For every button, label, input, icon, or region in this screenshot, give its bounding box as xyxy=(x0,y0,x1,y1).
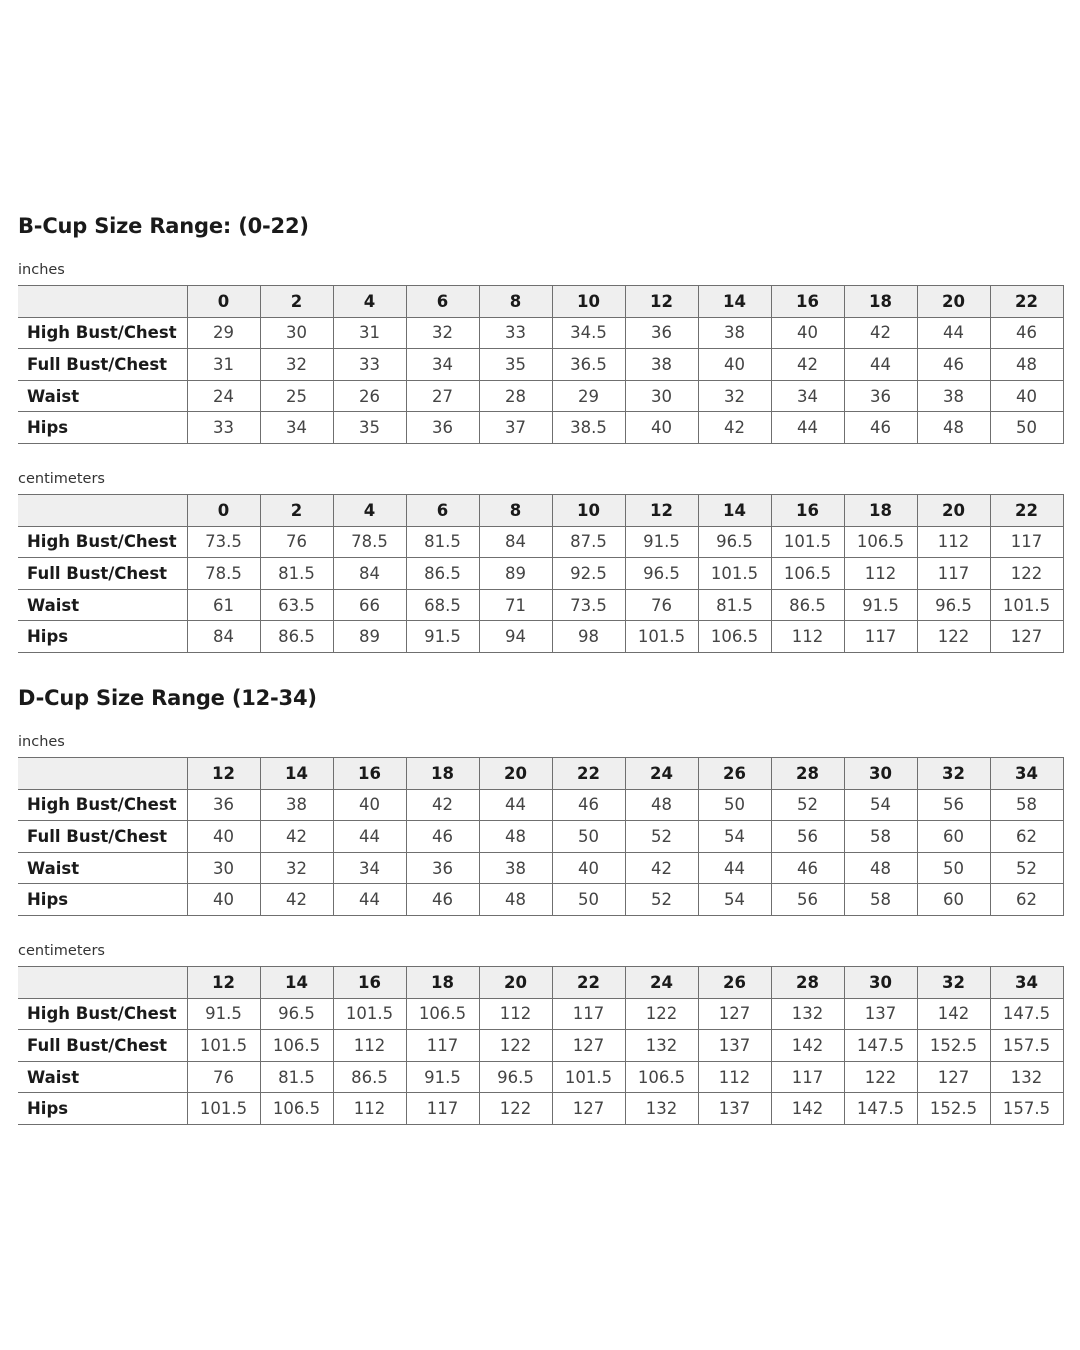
bcup-centimeters-table xyxy=(18,494,1064,653)
measurement-value: 29 xyxy=(187,317,260,349)
measurement-label: Waist xyxy=(18,589,187,621)
table-row xyxy=(18,621,1063,653)
measurement-value: 117 xyxy=(917,558,990,590)
measurement-value: 48 xyxy=(479,821,552,853)
table-row xyxy=(18,412,1063,444)
measurement-value: 24 xyxy=(187,380,260,412)
measurement-value: 30 xyxy=(260,317,333,349)
size-header-cell: 34 xyxy=(990,758,1063,790)
size-header-cell: 20 xyxy=(479,758,552,790)
table-row xyxy=(18,317,1063,349)
measurement-value: 40 xyxy=(552,852,625,884)
measurement-label: Hips xyxy=(18,1093,187,1125)
measurement-value: 71 xyxy=(479,589,552,621)
measurement-value: 94 xyxy=(479,621,552,653)
measurement-value: 40 xyxy=(333,789,406,821)
measurement-value: 35 xyxy=(333,412,406,444)
measurement-value: 112 xyxy=(333,1093,406,1125)
measurement-value: 34 xyxy=(333,852,406,884)
measurement-value: 106.5 xyxy=(260,1030,333,1062)
measurement-value: 34 xyxy=(406,349,479,381)
measurement-value: 46 xyxy=(771,852,844,884)
size-header-cell: 14 xyxy=(698,495,771,527)
measurement-value: 30 xyxy=(625,380,698,412)
measurement-label: Full Bust/Chest xyxy=(18,349,187,381)
measurement-value: 73.5 xyxy=(187,526,260,558)
measurement-label: Waist xyxy=(18,852,187,884)
size-header-row xyxy=(18,758,1063,790)
measurement-value: 60 xyxy=(917,821,990,853)
measurement-value: 33 xyxy=(187,412,260,444)
measurement-value: 101.5 xyxy=(625,621,698,653)
measurement-label: Hips xyxy=(18,621,187,653)
measurement-value: 42 xyxy=(260,821,333,853)
size-header-cell: 2 xyxy=(260,495,333,527)
size-header-cell: 32 xyxy=(917,758,990,790)
size-header-cell: 16 xyxy=(771,286,844,318)
measurement-value: 117 xyxy=(552,998,625,1030)
measurement-value: 25 xyxy=(260,380,333,412)
measurement-value: 62 xyxy=(990,884,1063,916)
measurement-value: 76 xyxy=(625,589,698,621)
measurement-value: 86.5 xyxy=(406,558,479,590)
size-header-cell: 24 xyxy=(625,758,698,790)
measurement-value: 106.5 xyxy=(698,621,771,653)
table-row xyxy=(18,852,1063,884)
table-row xyxy=(18,380,1063,412)
table-row xyxy=(18,526,1063,558)
size-header-cell: 26 xyxy=(698,758,771,790)
measurement-value: 42 xyxy=(406,789,479,821)
size-header-cell: 0 xyxy=(187,495,260,527)
measurement-value: 81.5 xyxy=(260,1061,333,1093)
size-header-cell: 8 xyxy=(479,495,552,527)
size-header-cell: 22 xyxy=(552,967,625,999)
size-header-cell: 34 xyxy=(990,967,1063,999)
size-header-cell: 14 xyxy=(698,286,771,318)
measurement-value: 96.5 xyxy=(698,526,771,558)
measurement-value: 66 xyxy=(333,589,406,621)
size-header-cell: 20 xyxy=(479,967,552,999)
measurement-value: 101.5 xyxy=(552,1061,625,1093)
measurement-value: 32 xyxy=(260,852,333,884)
measurement-value: 157.5 xyxy=(990,1093,1063,1125)
measurement-value: 50 xyxy=(698,789,771,821)
size-header-cell: 20 xyxy=(917,286,990,318)
measurement-label: Hips xyxy=(18,884,187,916)
measurement-value: 117 xyxy=(844,621,917,653)
measurement-value: 36 xyxy=(187,789,260,821)
measurement-value: 34 xyxy=(260,412,333,444)
measurement-value: 46 xyxy=(406,821,479,853)
table-row xyxy=(18,821,1063,853)
measurement-value: 91.5 xyxy=(625,526,698,558)
measurement-value: 48 xyxy=(479,884,552,916)
measurement-value: 35 xyxy=(479,349,552,381)
table-row xyxy=(18,884,1063,916)
header-corner-cell xyxy=(18,495,187,527)
table-row xyxy=(18,589,1063,621)
size-header-row xyxy=(18,495,1063,527)
dcup-inches-unit-label: inches xyxy=(18,734,65,750)
size-header-cell: 10 xyxy=(552,286,625,318)
measurement-value: 38.5 xyxy=(552,412,625,444)
measurement-value: 44 xyxy=(333,821,406,853)
bcup-section-title: B-Cup Size Range: (0-22) xyxy=(18,214,309,238)
measurement-value: 36.5 xyxy=(552,349,625,381)
measurement-label: Waist xyxy=(18,380,187,412)
measurement-value: 31 xyxy=(187,349,260,381)
size-header-cell: 14 xyxy=(260,758,333,790)
table-row xyxy=(18,789,1063,821)
measurement-value: 81.5 xyxy=(698,589,771,621)
measurement-value: 91.5 xyxy=(844,589,917,621)
size-header-row xyxy=(18,286,1063,318)
measurement-value: 91.5 xyxy=(406,1061,479,1093)
measurement-value: 40 xyxy=(990,380,1063,412)
size-header-cell: 18 xyxy=(844,286,917,318)
measurement-value: 98 xyxy=(552,621,625,653)
measurement-value: 84 xyxy=(333,558,406,590)
size-header-cell: 22 xyxy=(552,758,625,790)
size-header-cell: 10 xyxy=(552,495,625,527)
measurement-value: 127 xyxy=(990,621,1063,653)
measurement-value: 142 xyxy=(771,1093,844,1125)
size-header-row xyxy=(18,967,1063,999)
measurement-value: 38 xyxy=(698,317,771,349)
measurement-value: 46 xyxy=(552,789,625,821)
measurement-value: 96.5 xyxy=(917,589,990,621)
table-row xyxy=(18,1093,1063,1125)
bcup-inches-unit-label: inches xyxy=(18,262,65,278)
size-header-cell: 20 xyxy=(917,495,990,527)
measurement-value: 91.5 xyxy=(406,621,479,653)
measurement-value: 87.5 xyxy=(552,526,625,558)
measurement-value: 132 xyxy=(990,1061,1063,1093)
measurement-value: 122 xyxy=(844,1061,917,1093)
measurement-value: 89 xyxy=(333,621,406,653)
measurement-value: 32 xyxy=(698,380,771,412)
size-header-cell: 12 xyxy=(625,495,698,527)
measurement-value: 40 xyxy=(771,317,844,349)
measurement-value: 78.5 xyxy=(187,558,260,590)
measurement-value: 52 xyxy=(771,789,844,821)
size-header-cell: 2 xyxy=(260,286,333,318)
measurement-value: 92.5 xyxy=(552,558,625,590)
measurement-label: High Bust/Chest xyxy=(18,317,187,349)
measurement-value: 96.5 xyxy=(479,1061,552,1093)
measurement-value: 147.5 xyxy=(844,1030,917,1062)
measurement-value: 60 xyxy=(917,884,990,916)
measurement-value: 122 xyxy=(990,558,1063,590)
measurement-value: 112 xyxy=(771,621,844,653)
measurement-value: 32 xyxy=(406,317,479,349)
measurement-value: 40 xyxy=(625,412,698,444)
measurement-label: Waist xyxy=(18,1061,187,1093)
measurement-value: 50 xyxy=(917,852,990,884)
size-header-cell: 32 xyxy=(917,967,990,999)
measurement-value: 73.5 xyxy=(552,589,625,621)
size-header-cell: 8 xyxy=(479,286,552,318)
measurement-value: 52 xyxy=(625,884,698,916)
measurement-value: 142 xyxy=(771,1030,844,1062)
measurement-value: 127 xyxy=(552,1093,625,1125)
measurement-value: 81.5 xyxy=(260,558,333,590)
measurement-value: 68.5 xyxy=(406,589,479,621)
measurement-value: 28 xyxy=(479,380,552,412)
size-header-cell: 22 xyxy=(990,286,1063,318)
measurement-value: 84 xyxy=(187,621,260,653)
measurement-value: 46 xyxy=(917,349,990,381)
measurement-value: 63.5 xyxy=(260,589,333,621)
measurement-value: 52 xyxy=(625,821,698,853)
measurement-value: 44 xyxy=(771,412,844,444)
measurement-value: 106.5 xyxy=(771,558,844,590)
measurement-value: 117 xyxy=(990,526,1063,558)
measurement-value: 48 xyxy=(625,789,698,821)
measurement-value: 122 xyxy=(917,621,990,653)
size-header-cell: 6 xyxy=(406,495,479,527)
measurement-value: 89 xyxy=(479,558,552,590)
measurement-value: 54 xyxy=(844,789,917,821)
measurement-value: 61 xyxy=(187,589,260,621)
size-header-cell: 4 xyxy=(333,286,406,318)
measurement-value: 42 xyxy=(625,852,698,884)
measurement-value: 106.5 xyxy=(260,1093,333,1125)
measurement-value: 147.5 xyxy=(990,998,1063,1030)
measurement-value: 58 xyxy=(990,789,1063,821)
measurement-value: 46 xyxy=(406,884,479,916)
size-header-cell: 4 xyxy=(333,495,406,527)
measurement-label: Full Bust/Chest xyxy=(18,1030,187,1062)
bcup-centimeters-unit-label: centimeters xyxy=(18,471,105,487)
size-header-cell: 14 xyxy=(260,967,333,999)
measurement-value: 91.5 xyxy=(187,998,260,1030)
measurement-value: 44 xyxy=(917,317,990,349)
measurement-value: 36 xyxy=(625,317,698,349)
size-header-cell: 12 xyxy=(187,967,260,999)
table-row xyxy=(18,998,1063,1030)
measurement-value: 122 xyxy=(479,1093,552,1125)
dcup-centimeters-table xyxy=(18,966,1064,1125)
measurement-value: 112 xyxy=(333,1030,406,1062)
measurement-value: 76 xyxy=(260,526,333,558)
measurement-value: 38 xyxy=(479,852,552,884)
measurement-value: 50 xyxy=(552,821,625,853)
measurement-value: 122 xyxy=(479,1030,552,1062)
measurement-value: 36 xyxy=(406,412,479,444)
measurement-value: 101.5 xyxy=(771,526,844,558)
measurement-value: 33 xyxy=(479,317,552,349)
measurement-value: 96.5 xyxy=(260,998,333,1030)
measurement-value: 137 xyxy=(698,1093,771,1125)
measurement-value: 32 xyxy=(260,349,333,381)
size-header-cell: 30 xyxy=(844,758,917,790)
measurement-value: 132 xyxy=(625,1093,698,1125)
table-row xyxy=(18,1061,1063,1093)
measurement-value: 33 xyxy=(333,349,406,381)
measurement-value: 112 xyxy=(844,558,917,590)
measurement-value: 84 xyxy=(479,526,552,558)
measurement-value: 31 xyxy=(333,317,406,349)
table-row xyxy=(18,1030,1063,1062)
measurement-value: 147.5 xyxy=(844,1093,917,1125)
size-header-cell: 18 xyxy=(844,495,917,527)
measurement-value: 44 xyxy=(333,884,406,916)
measurement-value: 42 xyxy=(771,349,844,381)
measurement-value: 86.5 xyxy=(333,1061,406,1093)
measurement-value: 56 xyxy=(771,884,844,916)
measurement-label: High Bust/Chest xyxy=(18,526,187,558)
measurement-value: 34 xyxy=(771,380,844,412)
table-row xyxy=(18,349,1063,381)
size-header-cell: 18 xyxy=(406,967,479,999)
measurement-value: 44 xyxy=(479,789,552,821)
header-corner-cell xyxy=(18,286,187,318)
measurement-value: 106.5 xyxy=(844,526,917,558)
measurement-value: 48 xyxy=(990,349,1063,381)
size-header-cell: 6 xyxy=(406,286,479,318)
size-header-cell: 26 xyxy=(698,967,771,999)
measurement-label: Hips xyxy=(18,412,187,444)
measurement-value: 127 xyxy=(552,1030,625,1062)
measurement-value: 46 xyxy=(990,317,1063,349)
measurement-value: 46 xyxy=(844,412,917,444)
table-row xyxy=(18,558,1063,590)
measurement-value: 58 xyxy=(844,884,917,916)
measurement-value: 157.5 xyxy=(990,1030,1063,1062)
measurement-value: 101.5 xyxy=(333,998,406,1030)
measurement-value: 42 xyxy=(260,884,333,916)
measurement-value: 50 xyxy=(552,884,625,916)
measurement-value: 76 xyxy=(187,1061,260,1093)
dcup-section-title: D-Cup Size Range (12-34) xyxy=(18,686,317,710)
measurement-value: 58 xyxy=(844,821,917,853)
measurement-value: 54 xyxy=(698,884,771,916)
measurement-value: 38 xyxy=(917,380,990,412)
measurement-value: 112 xyxy=(917,526,990,558)
measurement-value: 38 xyxy=(625,349,698,381)
measurement-value: 29 xyxy=(552,380,625,412)
measurement-value: 40 xyxy=(187,821,260,853)
measurement-value: 54 xyxy=(698,821,771,853)
measurement-value: 52 xyxy=(990,852,1063,884)
measurement-value: 56 xyxy=(917,789,990,821)
header-corner-cell xyxy=(18,967,187,999)
size-header-cell: 28 xyxy=(771,758,844,790)
dcup-centimeters-unit-label: centimeters xyxy=(18,943,105,959)
measurement-label: High Bust/Chest xyxy=(18,998,187,1030)
measurement-value: 152.5 xyxy=(917,1093,990,1125)
measurement-value: 48 xyxy=(917,412,990,444)
measurement-value: 44 xyxy=(844,349,917,381)
measurement-label: Full Bust/Chest xyxy=(18,558,187,590)
size-header-cell: 16 xyxy=(333,967,406,999)
measurement-value: 36 xyxy=(406,852,479,884)
measurement-value: 86.5 xyxy=(260,621,333,653)
measurement-value: 117 xyxy=(406,1093,479,1125)
measurement-value: 106.5 xyxy=(406,998,479,1030)
size-header-cell: 28 xyxy=(771,967,844,999)
size-header-cell: 16 xyxy=(333,758,406,790)
size-header-cell: 12 xyxy=(625,286,698,318)
measurement-value: 50 xyxy=(990,412,1063,444)
measurement-value: 81.5 xyxy=(406,526,479,558)
measurement-value: 34.5 xyxy=(552,317,625,349)
measurement-value: 40 xyxy=(698,349,771,381)
size-header-cell: 12 xyxy=(187,758,260,790)
measurement-value: 44 xyxy=(698,852,771,884)
measurement-value: 117 xyxy=(406,1030,479,1062)
measurement-value: 78.5 xyxy=(333,526,406,558)
measurement-value: 36 xyxy=(844,380,917,412)
size-header-cell: 0 xyxy=(187,286,260,318)
measurement-value: 112 xyxy=(479,998,552,1030)
measurement-value: 30 xyxy=(187,852,260,884)
measurement-value: 132 xyxy=(771,998,844,1030)
measurement-value: 137 xyxy=(698,1030,771,1062)
size-header-cell: 30 xyxy=(844,967,917,999)
measurement-value: 122 xyxy=(625,998,698,1030)
measurement-value: 142 xyxy=(917,998,990,1030)
size-header-cell: 22 xyxy=(990,495,1063,527)
measurement-value: 101.5 xyxy=(187,1030,260,1062)
measurement-value: 42 xyxy=(698,412,771,444)
size-header-cell: 24 xyxy=(625,967,698,999)
measurement-value: 152.5 xyxy=(917,1030,990,1062)
measurement-value: 127 xyxy=(698,998,771,1030)
measurement-value: 106.5 xyxy=(625,1061,698,1093)
measurement-value: 101.5 xyxy=(990,589,1063,621)
measurement-value: 112 xyxy=(698,1061,771,1093)
measurement-value: 27 xyxy=(406,380,479,412)
measurement-value: 101.5 xyxy=(187,1093,260,1125)
measurement-value: 38 xyxy=(260,789,333,821)
measurement-value: 40 xyxy=(187,884,260,916)
header-corner-cell xyxy=(18,758,187,790)
measurement-value: 117 xyxy=(771,1061,844,1093)
measurement-value: 62 xyxy=(990,821,1063,853)
dcup-inches-table xyxy=(18,757,1064,916)
measurement-value: 37 xyxy=(479,412,552,444)
measurement-value: 48 xyxy=(844,852,917,884)
measurement-value: 137 xyxy=(844,998,917,1030)
measurement-value: 96.5 xyxy=(625,558,698,590)
measurement-value: 101.5 xyxy=(698,558,771,590)
size-header-cell: 18 xyxy=(406,758,479,790)
measurement-label: Full Bust/Chest xyxy=(18,821,187,853)
bcup-inches-table xyxy=(18,285,1064,444)
measurement-value: 86.5 xyxy=(771,589,844,621)
size-header-cell: 16 xyxy=(771,495,844,527)
measurement-label: High Bust/Chest xyxy=(18,789,187,821)
measurement-value: 132 xyxy=(625,1030,698,1062)
measurement-value: 127 xyxy=(917,1061,990,1093)
measurement-value: 26 xyxy=(333,380,406,412)
measurement-value: 42 xyxy=(844,317,917,349)
measurement-value: 56 xyxy=(771,821,844,853)
